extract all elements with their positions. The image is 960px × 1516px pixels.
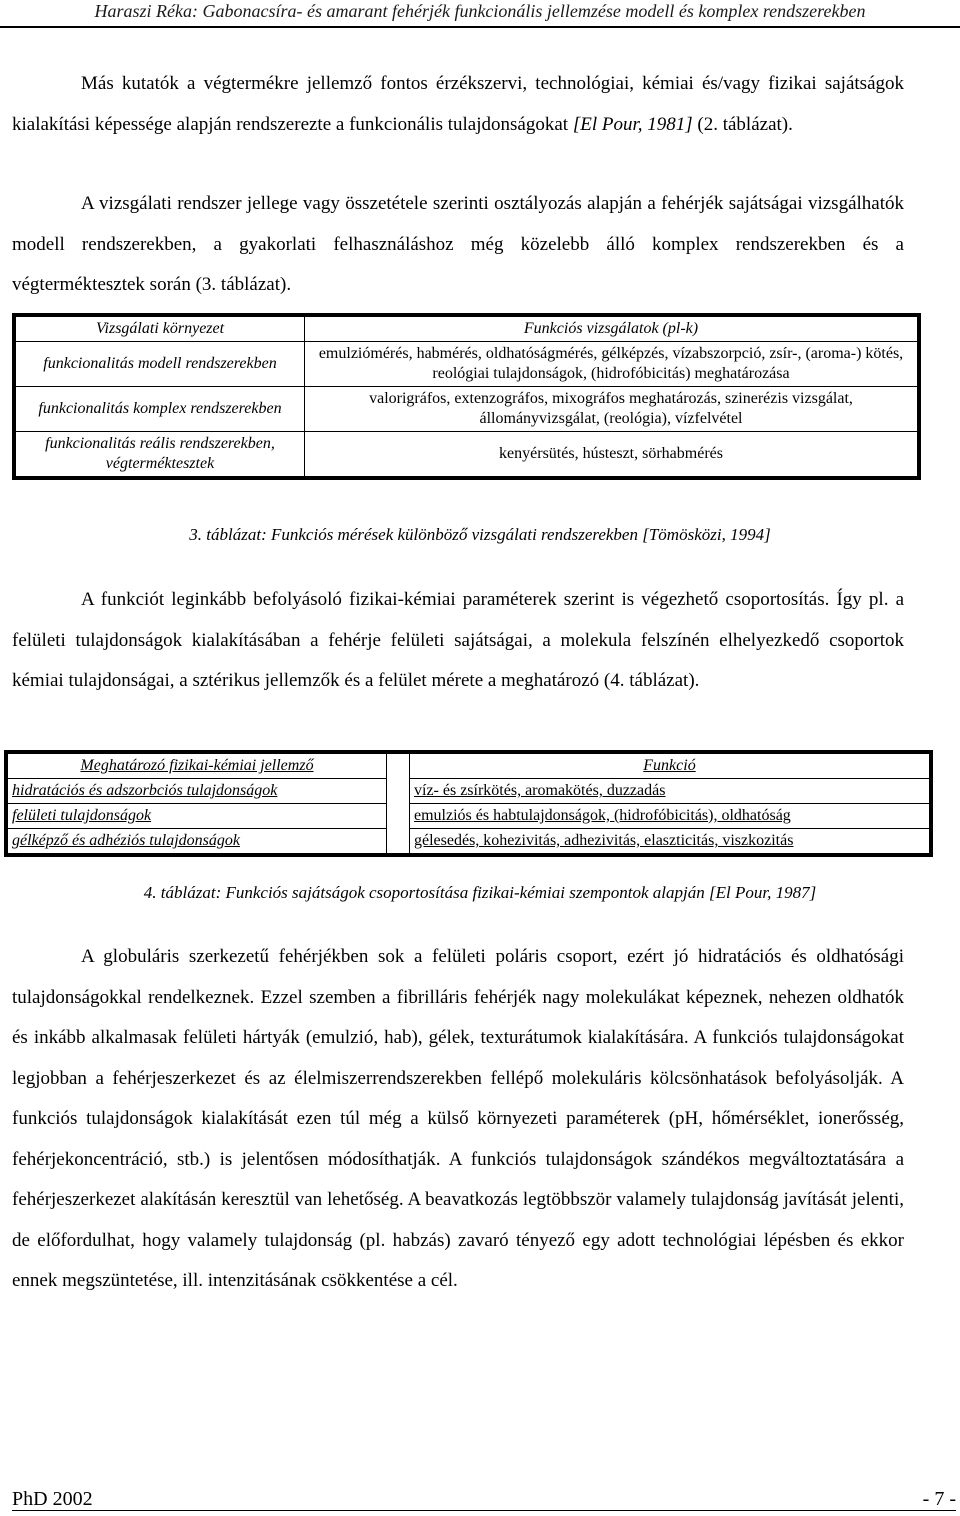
table-4-header-function: Funkció — [410, 752, 932, 779]
running-header — [0, 0, 960, 28]
table-4-gap — [387, 804, 410, 829]
table-header-row — [14, 315, 919, 342]
footer-rule — [12, 1510, 956, 1511]
table-3-cell: funkcionalitás reális rendszerekben, végterméktesztek — [14, 432, 305, 479]
page-number: - 7 - — [922, 1488, 956, 1510]
table-row — [14, 387, 919, 432]
table-3-cell: funkcionalitás komplex rendszerekben — [14, 387, 305, 432]
table-3 — [12, 313, 921, 480]
paragraph-2: A vizsgálati rendszer jellege vagy összetétele szerinti osztályozás alapján a fehérjék sajátságai vizsgálhatók modell rendszerekben, a gyakorlati felhasználáshoz még közelebb álló komplex rendszerekben és a végterméktesztek során (3. táblázat). — [12, 193, 904, 295]
citation-el-pour-1981: [El Pour, 1981] — [572, 113, 693, 135]
footer-left: PhD 2002 — [12, 1488, 93, 1510]
table-row — [6, 779, 931, 804]
table-4-gap — [387, 829, 410, 856]
paragraph-1-text: Más kutatók a végtermékre jellemző fontos érzékszervi, technológiai, kémiai és/vagy fizikai sajátságok kialakítási képessége alapján rendszerezte a funkcionális tulajdonságokat — [12, 73, 904, 135]
table-3-cell: kenyérsütés, hústeszt, sörhabmérés — [305, 432, 920, 479]
table-4-cell: gélesedés, kohezivitás, adhezivitás, elaszticitás, viszkozitás — [410, 829, 932, 856]
table-4 — [4, 750, 933, 857]
table-4-cell: hidratációs és adszorbciós tulajdonságok — [6, 779, 387, 804]
table-4-cell: gélképző és adhéziós tulajdonságok — [6, 829, 387, 856]
page-footer — [12, 1486, 956, 1512]
table-header-row — [6, 752, 931, 779]
table-4-gap — [387, 779, 410, 804]
table-3-cell: valorigráfos, extenzográfos, mixográfos meghatározás, szinerézis vizsgálat, állományvizsgálat, (reológia), vízfelvétel — [305, 387, 920, 432]
table-row — [14, 342, 919, 387]
table-4-gap — [387, 752, 410, 779]
table-4-header-parameter: Meghatározó fizikai-kémiai jellemző — [6, 752, 387, 779]
paragraph-1 — [12, 64, 904, 145]
table-4-cell: víz- és zsírkötés, aromakötés, duzzadás — [410, 779, 932, 804]
table-row — [14, 432, 919, 479]
table-3-header-tests: Funkciós vizsgálatok (pl-k) — [305, 315, 920, 342]
table-3-cell: emulziómérés, habmérés, oldhatóságmérés, gélképzés, vízabszorpció, zsír-, (aroma-) kötés, reológiai tulajdonságok, (hidrofóbicitás) meghatározása — [305, 342, 920, 387]
table-3-caption: 3. táblázat: Funkciós mérések különböző vizsgálati rendszerekben [Tömösközi, 1994] — [189, 525, 771, 544]
running-title: Haraszi Réka: Gabonacsíra- és amarant fehérjék funkcionális jellemzése modell és komplex rendszerekben — [94, 1, 866, 21]
table-3-header-environment: Vizsgálati környezet — [14, 315, 305, 342]
table-3-cell: funkcionalitás modell rendszerekben — [14, 342, 305, 387]
paragraph-1-tail: (2. táblázat). — [692, 113, 793, 135]
table-4-cell: emulziós és habtulajdonságok, (hidrofóbicitás), oldhatóság — [410, 804, 932, 829]
table-row — [6, 804, 931, 829]
paragraph-4: A globuláris szerkezetű fehérjékben sok a felületi poláris csoport, ezért jó hidratációs és oldhatósági tulajdonságokkal rendelkeznek. Ezzel szemben a fibrilláris fehérjék nagy molekulákat képeznek, nehezen oldhatók és inkább alkalmasak felületi hártyák (emulzió, hab), gélek, texturátumok kialakítására. A funkciós tulajdonságokat legjobban a fehérjeszerkezet és az élelmiszerrendszerekben fellépő molekuláris kölcsönhatások befolyásolják. A funkciós tulajdonságok kialakítását ezen túl még a külső környezeti paraméterek (pH, hőmérséklet, ionerősség, fehérjekoncentráció, stb.) is jelentősen módosíthatják. A funkciós tulajdonságok szándékos megváltoztatására a fehérjeszerkezet alakításán keresztül van lehetőség. A beavatkozás legtöbbször valamely tulajdonság javítását jelenti, de előfordulhat, hogy valamely tulajdonság (pl. habzás) zavaró tényező egy adott technológiai lépésben és ekkor ennek megszüntetése, ill. intenzitásának csökkentése a cél. — [12, 946, 904, 1291]
paragraph-3: A funkciót leginkább befolyásoló fizikai-kémiai paraméterek szerint is végezhető csoportosítás. Így pl. a felületi tulajdonságok kialakításában a fehérje felületi sajátságai, a molekula felszínén elhelyezkedő csoportok kémiai tulajdonságai, a sztérikus jellemzők és a felület mérete a meghatározó (4. táblázat). — [12, 589, 904, 691]
table-4-cell: felületi tulajdonságok — [6, 804, 387, 829]
table-row — [6, 829, 931, 856]
table-4-caption: 4. táblázat: Funkciós sajátságok csoportosítása fizikai-kémiai szempontok alapján [El Pour, 1987] — [143, 883, 817, 902]
